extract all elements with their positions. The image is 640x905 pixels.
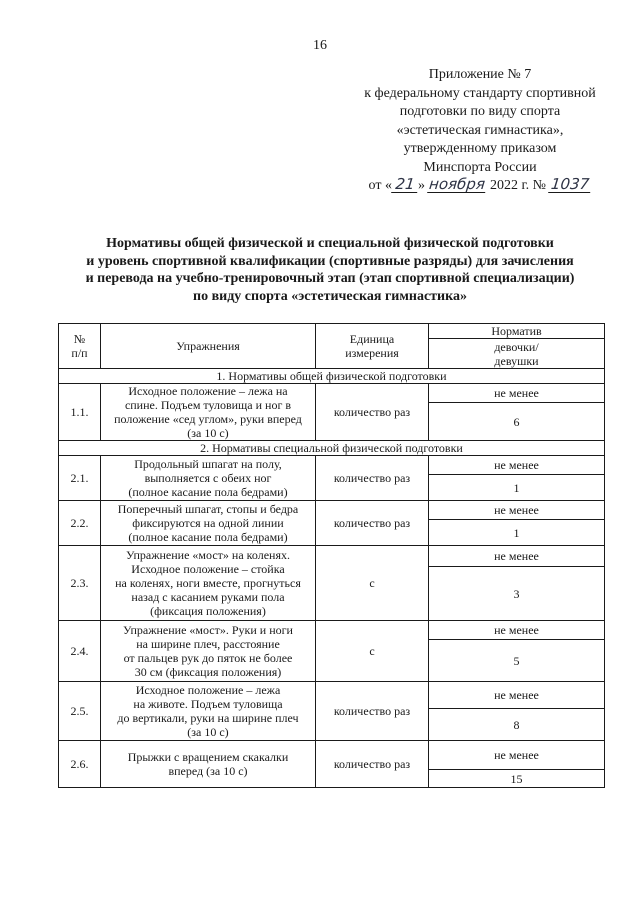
order-date-quote: » [417, 178, 425, 193]
handwritten-day: 21 [391, 177, 419, 193]
page-number: 16 [313, 38, 327, 53]
row-norm-label: не менее [429, 741, 605, 770]
row-norm-value: 5 [429, 640, 605, 682]
row-num: 2.6. [59, 741, 101, 788]
order-year-text: 2022 г. № [489, 178, 546, 193]
header-norm: Норматив [429, 324, 605, 339]
row-norm-label: не менее [429, 501, 605, 520]
row-unit: количество раз [316, 741, 429, 788]
appendix-line: Минспорта России [423, 159, 537, 175]
table-row [59, 682, 605, 709]
table-row [59, 741, 605, 770]
handwritten-month: ноября [428, 175, 487, 193]
row-exercise: Исходное положение – лежа на спине. Подъем туловища и ног в положение «сед углом», руки вперед (за 10 с) [101, 384, 316, 441]
row-num: 1.1. [59, 384, 101, 441]
appendix-line: к федеральному стандарту спортивной [364, 85, 596, 101]
header-gender: девочки/ девушки [429, 339, 605, 369]
appendix-line: утвержденному приказом [403, 141, 557, 156]
row-unit: количество раз [316, 682, 429, 741]
appendix-line: подготовки по виду спорта [399, 104, 561, 119]
header-row [59, 324, 605, 339]
appendix-line: «эстетическая гимнастика», [396, 122, 564, 138]
row-unit: с [316, 621, 429, 682]
document-title [50, 235, 610, 305]
row-num: 2.2. [59, 501, 101, 546]
title-line: Нормативы общей физической и специальной физической подготовки [106, 236, 554, 251]
table-row [59, 456, 605, 475]
order-date-prefix: от « [368, 178, 392, 193]
handwritten-order-number: 1037 [550, 175, 591, 193]
norms-table [58, 323, 605, 788]
order-date-line [345, 177, 615, 196]
row-exercise: Упражнение «мост». Руки и ноги на ширине плеч, расстояние от пальцев рук до пяток не более 30 см (фиксация положения) [101, 621, 316, 682]
row-norm-label: не менее [429, 456, 605, 475]
section-title-row [59, 369, 605, 384]
row-norm-value: 8 [429, 709, 605, 741]
row-unit: с [316, 546, 429, 621]
table-row [59, 621, 605, 640]
row-norm-value: 15 [429, 770, 605, 788]
row-exercise: Продольный шпагат на полу, выполняется с обеих ног (полное касание пола бедрами) [101, 456, 316, 501]
section-title: 2. Нормативы специальной физической подготовки [59, 441, 605, 456]
section-title-row [59, 441, 605, 456]
table-row [59, 546, 605, 567]
row-norm-label: не менее [429, 546, 605, 567]
row-num: 2.3. [59, 546, 101, 621]
row-norm-value: 6 [429, 403, 605, 441]
appendix-header [345, 66, 615, 196]
row-norm-value: 1 [429, 475, 605, 501]
row-norm-label: не менее [429, 384, 605, 403]
section-title: 1. Нормативы общей физической подготовки [59, 369, 605, 384]
row-exercise: Прыжки с вращением скакалки вперед (за 10 с) [101, 741, 316, 788]
title-line: и перевода на учебно-тренировочный этап (этап спортивной специализации) [85, 271, 575, 286]
row-norm-label: не менее [429, 682, 605, 709]
row-exercise: Поперечный шпагат, стопы и бедра фиксируются на одной линии (полное касание пола бедрами) [101, 501, 316, 546]
title-line: и уровень спортивной квалификации (спортивные разряды) для зачисления [86, 253, 574, 269]
row-num: 2.5. [59, 682, 101, 741]
table-row [59, 384, 605, 403]
table-row [59, 501, 605, 520]
row-norm-value: 3 [429, 567, 605, 621]
row-unit: количество раз [316, 456, 429, 501]
row-num: 2.4. [59, 621, 101, 682]
row-num: 2.1. [59, 456, 101, 501]
row-exercise: Исходное положение – лежа на животе. Подъем туловища до вертикали, руки на ширине плеч (за 10 с) [101, 682, 316, 741]
row-norm-value: 1 [429, 520, 605, 546]
row-unit: количество раз [316, 384, 429, 441]
row-exercise: Упражнение «мост» на коленях. Исходное положение – стойка на коленях, ноги вместе, прогнуться назад с касанием руками пола (фиксация положения) [101, 546, 316, 621]
header-unit: Единица измерения [316, 324, 429, 369]
row-unit: количество раз [316, 501, 429, 546]
header-exercise: Упражнения [101, 324, 316, 369]
title-line: по виду спорта «эстетическая гимнастика» [193, 288, 467, 304]
header-num: № п/п [59, 324, 101, 369]
row-norm-label: не менее [429, 621, 605, 640]
appendix-line: Приложение № 7 [428, 67, 532, 82]
